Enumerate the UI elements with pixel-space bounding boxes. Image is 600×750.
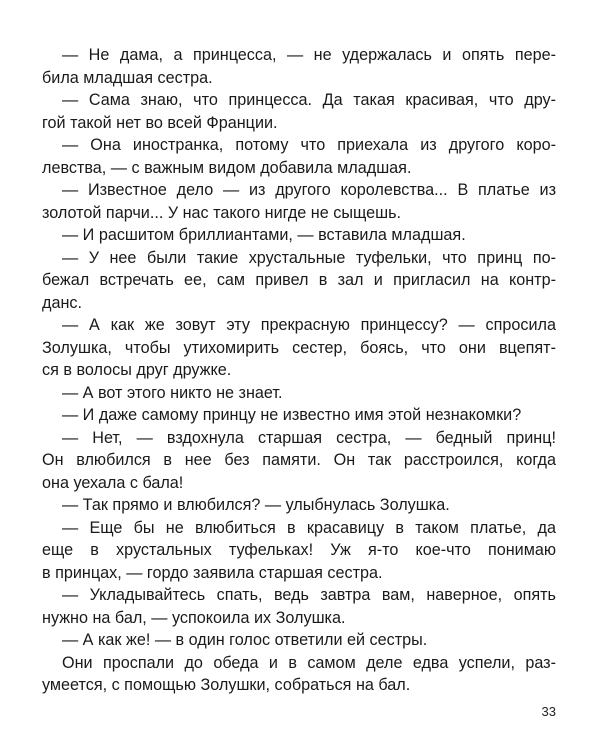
paragraph: [42, 494, 556, 517]
paragraph: [42, 89, 556, 134]
text-line: — И даже самому принцу не известно имя этой незнакомки?: [62, 406, 522, 424]
text-line: она уехала с бала!: [42, 473, 184, 492]
paragraph: [42, 427, 556, 495]
text-line: Золушка, чтобы утихомирить сестер, боясь, что они вцепят-: [42, 338, 556, 357]
text-line: — А как же! — в один голос ответили ей сестры.: [62, 631, 428, 649]
text-line: била младшая сестра.: [42, 68, 213, 87]
text-line: — А как же зовут эту прекрасную принцессу? — спросила: [62, 316, 556, 334]
paragraph: [42, 224, 556, 247]
text-line: золотой парчи... У нас такого нигде не сыщешь.: [42, 203, 402, 222]
paragraph: [42, 314, 556, 382]
paragraph: [42, 382, 556, 405]
text-line: — А вот этого никто не знает.: [62, 383, 283, 402]
text-line: бежал встречать ее, сам привел в зал и пригласил на контр-: [42, 271, 556, 289]
text-line: — Она иностранка, потому что приехала из другого коро-: [62, 136, 556, 154]
paragraph: [42, 629, 556, 652]
text-line: — Укладывайтесь спать, ведь завтра вам, наверное, опять: [62, 586, 556, 604]
text-line: умеется, с помощью Золушки, собраться на бал.: [42, 676, 411, 694]
text-line: данс.: [42, 293, 82, 312]
text-line: — И расшитом бриллиантами, — вставила младшая.: [62, 226, 466, 244]
text-line: гой такой нет во всей Франции.: [42, 113, 278, 132]
paragraph: [42, 134, 556, 179]
text-line: левства, — с важным видом добавила младшая.: [42, 158, 412, 177]
paragraph: [42, 44, 556, 89]
paragraph: [42, 404, 556, 427]
text-line: — Нет, — вздохнула старшая сестра, — бедный принц!: [62, 428, 556, 447]
text-line: Они проспали до обеда и в самом деле едва успели, раз-: [62, 653, 556, 672]
page-body-text: [42, 44, 556, 697]
paragraph: [42, 247, 556, 315]
text-line: — Сама знаю, что принцесса. Да такая красивая, что дру-: [62, 91, 556, 109]
paragraph: [42, 179, 556, 224]
text-line: ся в волосы друг дружке.: [42, 361, 232, 379]
text-line: — Еще бы не влюбиться в красавицу в таком платье, да: [62, 518, 556, 537]
text-line: — Не дама, а принцесса, — не удержалась и опять пере-: [62, 46, 556, 64]
text-line: — У нее были такие хрустальные туфельки, что принц по-: [62, 248, 556, 267]
paragraph: [42, 517, 556, 585]
text-line: — Известное дело — из другого королевства... В платье из: [62, 181, 556, 199]
page-number: 33: [541, 704, 556, 719]
text-line: в принцах, — гордо заявила старшая сестра.: [42, 563, 383, 582]
text-line: — Так прямо и влюбился? — улыбнулась Золушка.: [62, 496, 450, 514]
paragraph: [42, 652, 556, 697]
text-line: Он влюбился в нее без памяти. Он так расстроился, когда: [42, 451, 556, 469]
text-line: нужно на бал, — успокоила их Золушка.: [42, 608, 346, 627]
paragraph: [42, 584, 556, 629]
text-line: еще в хрустальных туфельках! Уж я-то кое-что понимаю: [42, 541, 556, 559]
